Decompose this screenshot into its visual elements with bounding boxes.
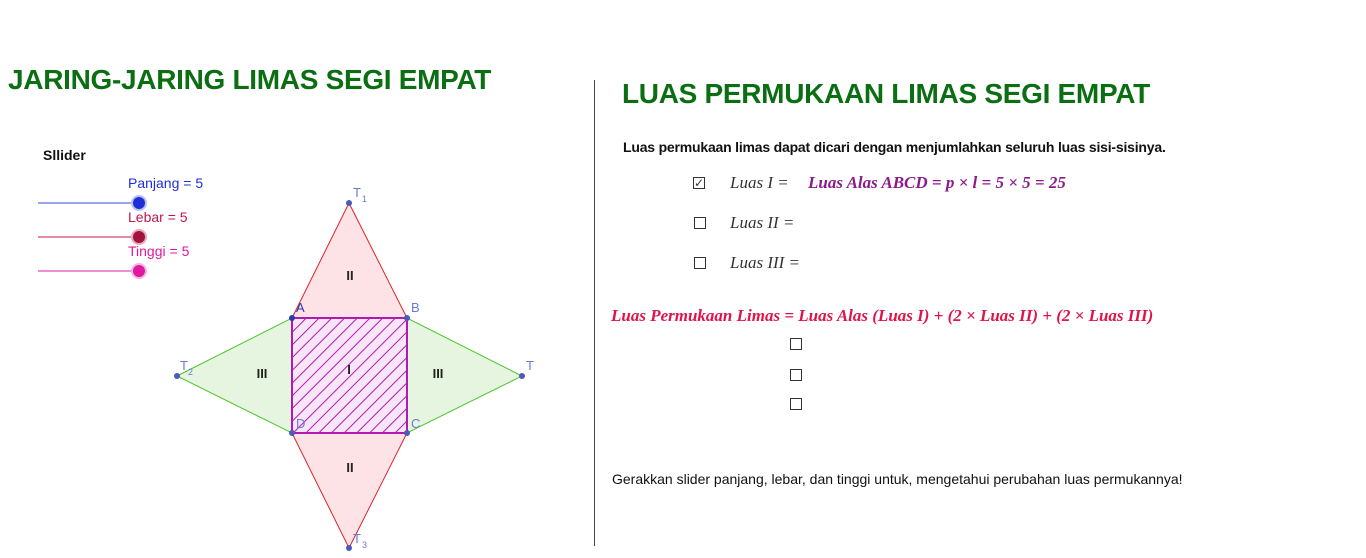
net-title: JARING-JARING LIMAS SEGI EMPAT xyxy=(8,64,492,95)
pyramid-net-diagram xyxy=(0,0,594,558)
checkbox-luas-i[interactable]: ✓ xyxy=(694,176,705,190)
region-label-bottom: II xyxy=(346,460,354,475)
region-label-left: III xyxy=(256,366,268,381)
vertex-t2 xyxy=(174,373,180,379)
panel-divider xyxy=(594,80,595,546)
slider-panjang-label: Panjang = 5 xyxy=(128,175,204,191)
vertex-t3 xyxy=(346,545,352,551)
checkbox-formula-3[interactable] xyxy=(790,398,802,410)
surface-area-title: LUAS PERMUKAAN LIMAS SEGI EMPAT xyxy=(622,78,1150,109)
vertex-d xyxy=(289,430,295,436)
luas-i-value: Luas Alas ABCD = p × l = 5 × 5 = 25 xyxy=(808,173,1066,192)
region-label-base: I xyxy=(347,362,351,377)
checkbox-luas-iii[interactable] xyxy=(694,257,706,269)
vertex-label-t4: T xyxy=(526,358,534,373)
triangle-top-ii xyxy=(292,203,407,318)
luas-iii-label: Luas III = xyxy=(730,253,801,272)
vertex-label-t1: T xyxy=(353,185,361,200)
vertex-label-a: A xyxy=(296,300,305,315)
triangle-left-iii xyxy=(177,318,292,433)
checkbox-formula-1[interactable] xyxy=(790,338,802,350)
slider-heading: Sllider xyxy=(43,147,86,163)
triangle-right-iii xyxy=(407,318,522,433)
luas-ii-label: Luas II = xyxy=(730,213,795,232)
vertex-b xyxy=(404,315,410,321)
surface-area-formula: Luas Permukaan Limas = Luas Alas (Luas I) + (2 × Luas II) + (2 × Luas III) xyxy=(611,306,1154,325)
vertex-label-b: B xyxy=(411,300,420,315)
vertex-t1 xyxy=(346,200,352,206)
vertex-label-d: D xyxy=(296,416,306,431)
vertex-t4 xyxy=(519,373,525,379)
slider-tinggi-label: Tinggi = 5 xyxy=(128,243,190,259)
vertex-a xyxy=(289,315,295,321)
vertex-label-t2: T xyxy=(180,358,188,373)
vertex-label-t3: T xyxy=(353,531,361,546)
vertex-c xyxy=(404,430,410,436)
vertex-label-t1-sub: 1 xyxy=(362,194,368,204)
triangle-bottom-ii xyxy=(292,433,407,548)
checkbox-luas-ii[interactable] xyxy=(694,217,706,229)
description-text: Luas permukaan limas dapat dicari dengan menjumlahkan seluruh luas sisi-sisinya. xyxy=(623,139,1166,155)
vertex-label-t3-sub: 3 xyxy=(362,540,368,550)
slider-lebar-label: Lebar = 5 xyxy=(128,209,188,225)
luas-i-label: Luas I = xyxy=(730,173,789,192)
region-label-right: III xyxy=(432,366,444,381)
checkbox-formula-2[interactable] xyxy=(790,369,802,381)
region-label-top: II xyxy=(346,268,354,283)
vertex-label-c: C xyxy=(411,416,421,431)
vertex-label-t2-sub: 2 xyxy=(188,367,194,377)
instruction-text: Gerakkan slider panjang, lebar, dan tinggi untuk, mengetahui perubahan luas permukannya! xyxy=(612,471,1183,487)
